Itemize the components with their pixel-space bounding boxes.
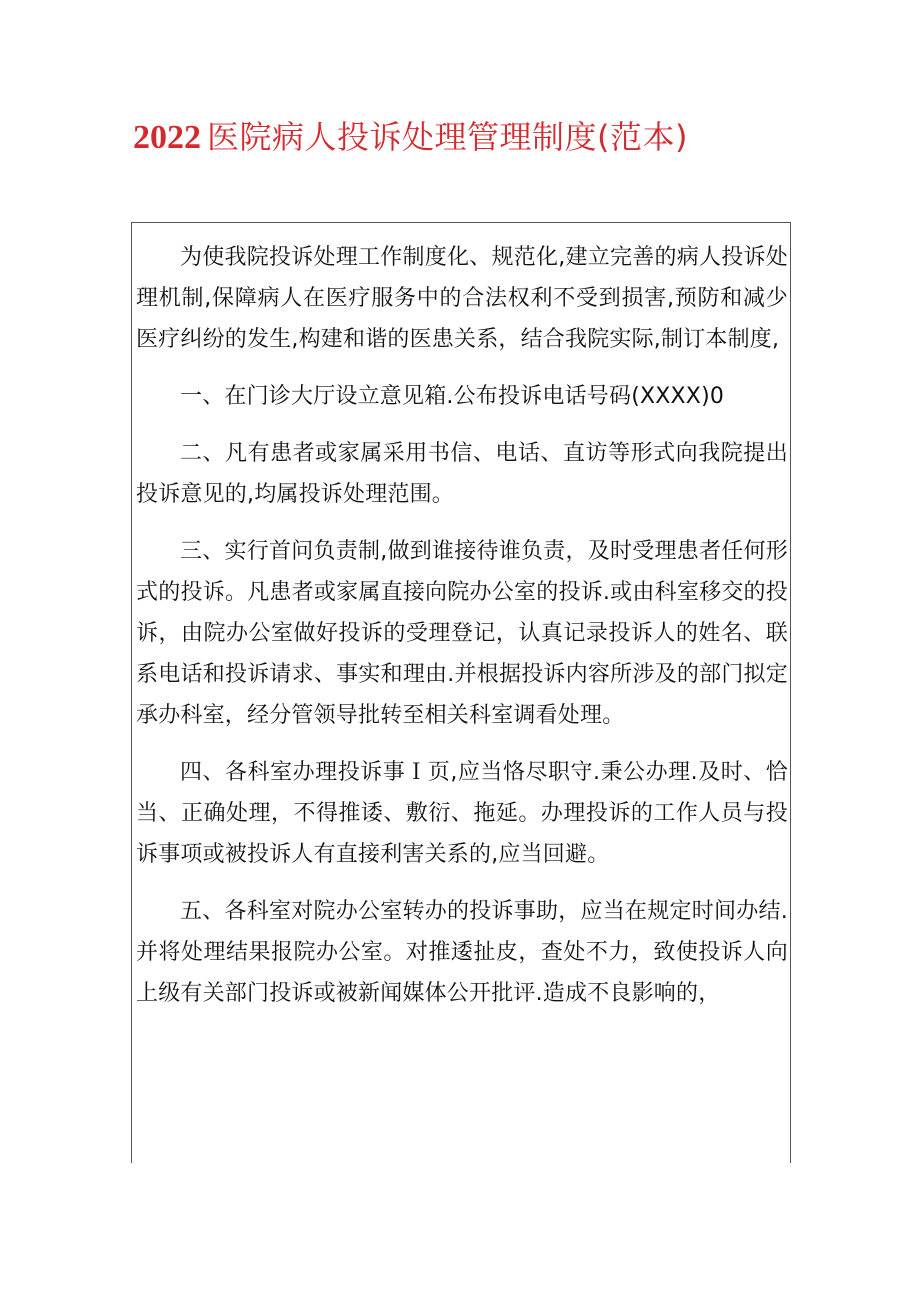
paragraph-clause-3: 三、实行首问负责制,做到谁接待谁负责，及时受理患者任何形式的投诉。凡患者或家属直接向院办公室的投诉.或由科室移交的投诉，由院办公室做好投诉的受理登记，认真记录投诉人的姓名、联系电话和投诉请求、事实和理由.并根据投诉内容所涉及的部门拟定承办科室，经分管领导批转至相关科室调看处理。	[136, 539, 788, 728]
paragraph-clause-1: 一、在门诊大厅设立意见箱.公布投诉电话号码(XXXX)0	[180, 384, 725, 409]
paragraph-clause-2: 二、凡有患者或家属采用书信、电话、直访等形式向我院提出投诉意见的,均属投诉处理范围。	[136, 441, 788, 507]
document-title	[133, 113, 688, 162]
title-text: 医院病人投诉处理管理制度(范本)	[207, 118, 688, 156]
paragraph-clause-5: 五、各科室对院办公室转办的投诉事助，应当在规定时间办结.并将处理结果报院办公室。对推逶扯皮，查处不力，致使投诉人向上级有关部门投诉或被新闻媒体公开批评.造成不良影响的，	[136, 899, 788, 1006]
paragraph-intro: 为使我院投诉处理工作制度化、规范化,建立完善的病人投诉处理机制,保障病人在医疗服务中的合法权利不受到损害,预防和减少医疗纠纷的发生,构建和谐的医患关系，结合我院实际,制订本制度,	[136, 245, 788, 352]
title-year: 2022	[133, 119, 201, 156]
paragraph-clause-4: 四、各科室办理投诉事Ｉ页,应当恪尽职守.秉公办理.及时、恰当、正确处理，不得推诿、敷衍、拖延。办理投诉的工作人员与投诉事项或被投诉人有直接利害关系的,应当回避。	[136, 760, 788, 867]
document-body	[136, 237, 788, 1030]
